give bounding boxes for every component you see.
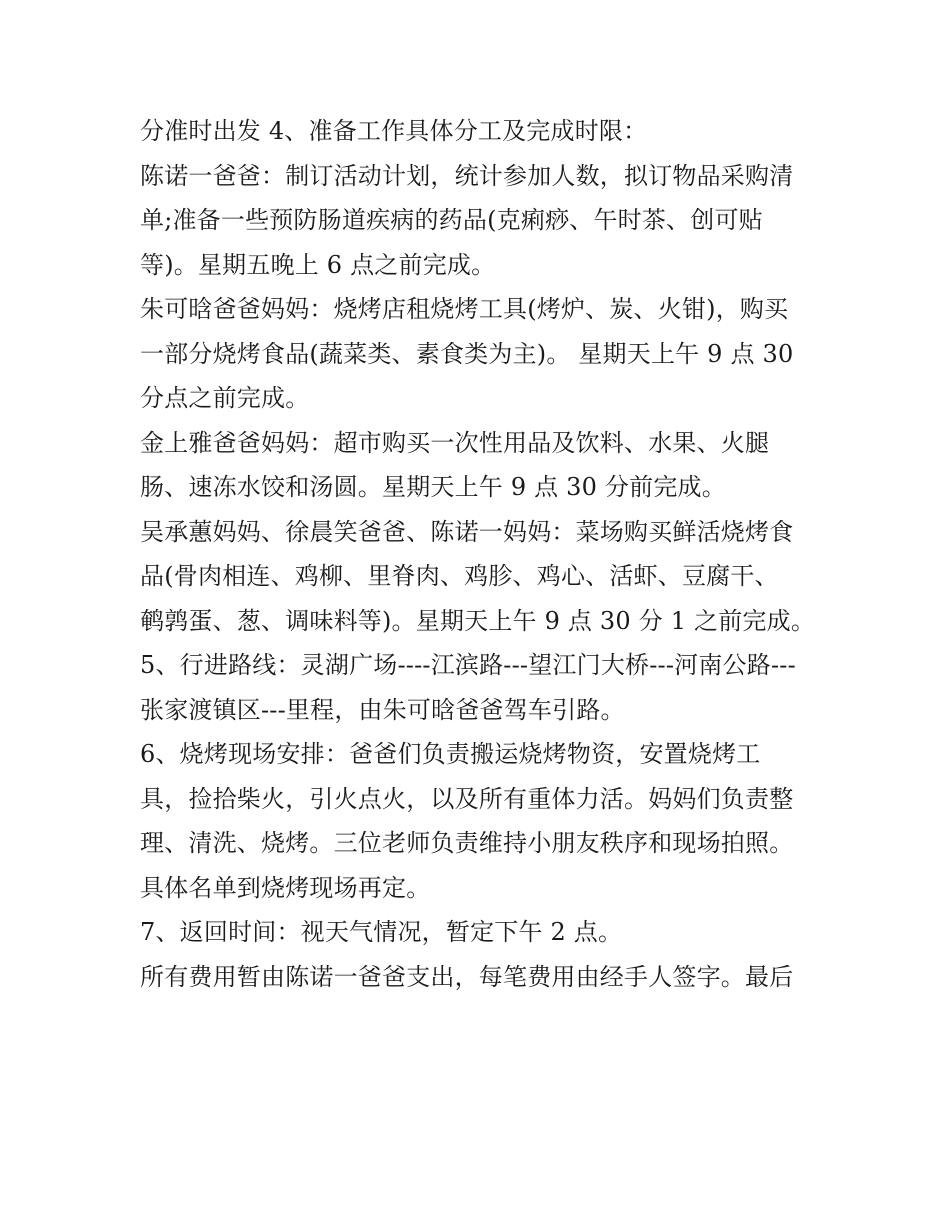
text-line: 分准时出发 4、准备工作具体分工及完成时限： [140, 117, 648, 145]
text-line: 5、行进路线：灵湖广场----江滨路---望江门大桥---河南公路--- [140, 651, 796, 679]
text-line: 肠、速冻水饺和汤圆。星期天上午 9 点 30 分前完成。 [140, 473, 726, 501]
text-line: 张家渡镇区---里程，由朱可晗爸爸驾车引路。 [140, 695, 625, 724]
text-line: 陈诺一爸爸：制订活动计划，统计参加人数，拟订物品采购清 [140, 161, 794, 190]
text-line: 理、清洗、烧烤。三位老师负责维持小朋友秩序和现场拍照。 [140, 829, 794, 857]
text-line: 单;准备一些预防肠道疾病的药品(克痢痧、午时茶、创可贴 [140, 206, 763, 234]
text-line: 等)。星期五晚上 6 点之前完成。 [140, 250, 496, 279]
text-line: 一部分烧烤食品(蔬菜类、素食类为主)。 星期天上午 9 点 30 [140, 339, 794, 368]
text-line: 鹌鹑蛋、葱、调味料等)。星期天上午 9 点 30 分 1 之前完成。 [140, 606, 816, 635]
text-line: 品(骨肉相连、鸡柳、里脊肉、鸡胗、鸡心、活虾、豆腐干、 [140, 562, 779, 590]
text-line: 6、烧烤现场安排：爸爸们负责搬运烧烤物资，安置烧烤工 [140, 740, 761, 768]
text-line: 朱可晗爸爸妈妈：烧烤店租烧烤工具(烤炉、炭、火钳)，购买 [140, 295, 789, 323]
document-body [140, 109, 830, 999]
text-line: 吴承蕙妈妈、徐晨笑爸爸、陈诺一妈妈：菜场购买鲜活烧烤食 [140, 517, 794, 546]
text-line: 7、返回时间：视天气情况，暂定下午 2 点。 [140, 918, 623, 946]
text-line: 分点之前完成。 [140, 384, 310, 412]
text-line: 金上雅爸爸妈妈：超市购买一次性用品及饮料、水果、火腿 [140, 428, 770, 457]
text-line: 具，捡拾柴火，引火点火，以及所有重体力活。妈妈们负责整 [140, 784, 794, 813]
text-line: 所有费用暂由陈诺一爸爸支出，每笔费用由经手人签字。最后 [140, 962, 794, 991]
text-line: 具体名单到烧烤现场再定。 [140, 873, 431, 902]
